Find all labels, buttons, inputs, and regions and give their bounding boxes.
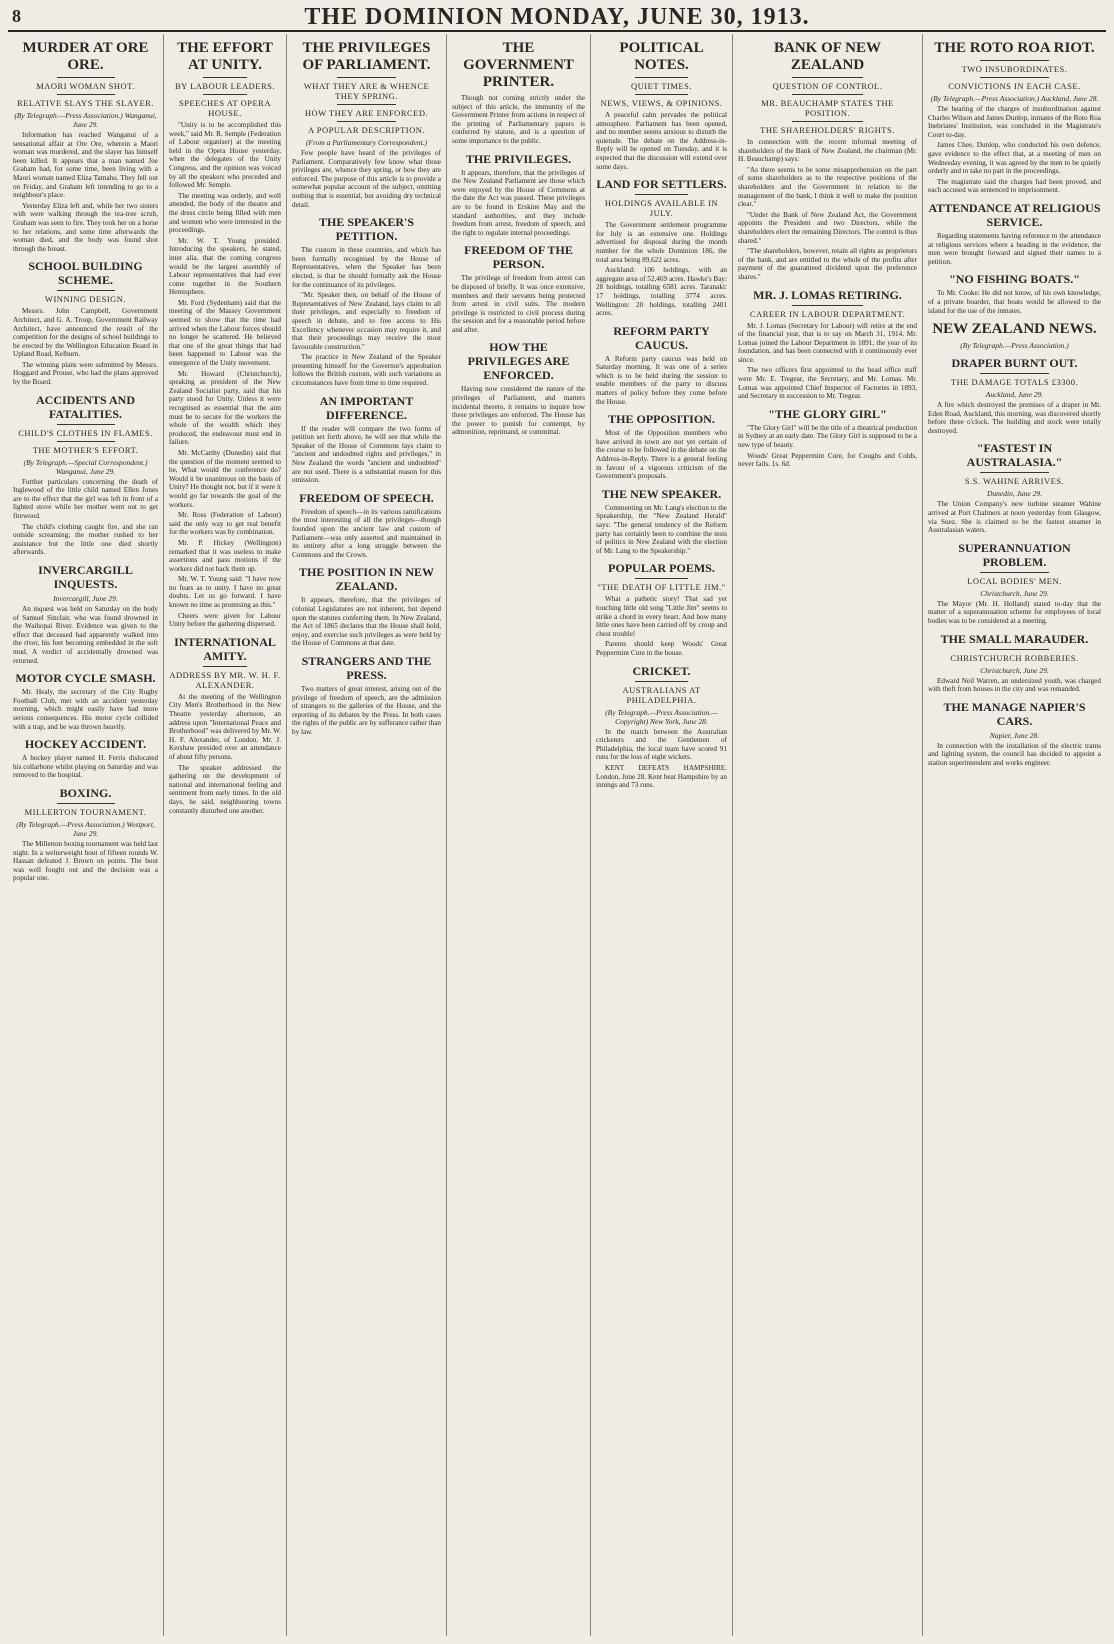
article-body (928, 500, 1101, 534)
article-headline: NEW ZEALAND NEWS. (932, 321, 1097, 338)
article (928, 201, 1101, 266)
article-paragraph: A fire which destroyed the premises of a draper in Mt. Eden Road, Auckland, this morning, was discovered shortly before three o'clock. The building and stock were totally destroyed. (928, 401, 1101, 435)
article-paragraph: The two officers first appointed to the head office staff were Mr. E. Tregear, the Secretary, and Mr. Lomas. Mr. Lomas was appointed Chief Inspector of Factories in 1893, and Secretary in succession to Mr. Tregear. (738, 366, 917, 401)
divider-rule (57, 290, 115, 291)
article-paragraph: Mr. W. T. Young said: "I have now no fears as to unity. I have no great doubts. Let us go forward. I have known no time as promising as this." (169, 575, 281, 610)
article-subhead: SPEECHES AT OPERA HOUSE. (179, 98, 271, 118)
article-body (13, 754, 158, 780)
divider-rule (57, 94, 115, 95)
article-dateline: (From a Parliamentary Correspondent.) (305, 138, 428, 147)
article (596, 664, 727, 790)
article-paragraph: Mr. McCarthy (Dunedin) said that the question of the moment seemed to be, What would the conference do? Would it be unanimous on the basis of Unity? He thought not, but if it were it would go far towards the goal of the workers. (169, 448, 281, 509)
article-paragraph: The Millerton boxing tournament was held last night. In a welterweight bout of fifteen rounds W. Hassan defeated J. Brown on points. The bout was well fought out and the decision was a popular one. (13, 839, 158, 883)
article-headline: THE ROTO ROA RIOT. (934, 40, 1095, 56)
article-body (738, 424, 917, 469)
article-paragraph: Mr. J. Lomas (Secretary for Labour) will retire at the end of the financial year, that is to say on March 31, 1914. Mr. Lomas joined the Labour Department in 1891, the year of its foundation, and has been connected with it continuously ever since. (738, 321, 917, 364)
article-headline: POLITICAL NOTES. (619, 40, 704, 73)
column-6 (733, 34, 923, 1636)
article-headline: "NO FISHING BOATS." (949, 272, 1080, 287)
article-body (596, 221, 727, 318)
article-body (169, 693, 281, 815)
article-body (596, 355, 727, 407)
article-paragraph: Cheers were given for Labour Unity before the gathering dispersed. (169, 611, 281, 629)
article-headline: HOW THE PRIVILEGES ARE ENFORCED. (467, 340, 570, 383)
divider-rule (980, 472, 1049, 473)
article-body (13, 605, 158, 665)
article (13, 259, 158, 386)
article-paragraph: Regarding statements having reference to the attendance at religious services where a heading in the evidence, the men were brought forward and signed their names to a petition. (928, 231, 1101, 266)
article-headline: BANK OF NEW ZEALAND (774, 40, 881, 73)
article-subhead: NEWS, VIEWS, & OPINIONS. (600, 98, 723, 108)
article-headline: THE SMALL MARAUDER. (940, 631, 1089, 646)
article (13, 393, 158, 557)
article (452, 152, 585, 238)
article-dateline: (By Telegraph.—Press Association.) Auckland, June 28. (930, 94, 1099, 103)
article-headline: CRICKET. (632, 663, 691, 678)
article-paragraph: Edward Neil Warren, an undersized youth, was charged with theft from houses in the city and was remanded. (928, 676, 1101, 694)
article (596, 324, 727, 407)
article-paragraph: Mr. Howard (Christchurch), speaking as president of the New Zealand Socialist party, said that his party stood for Unity. Unless it were recognised as essential that the aim must be to secure for the workers the whole of the wealth which they produced, the endeavour must end in failure. (169, 369, 281, 447)
article-dateline: (By Telegraph.—Special Correspondent.) Wanganui, June 29. (23, 457, 148, 476)
article-body (928, 289, 1101, 315)
article-body (292, 596, 441, 648)
article-paragraph: Further particulars concerning the death of Inglewood of the little child named Ellen Jones are to the effect that the girl was left in front of a lighted stove while her mother went out to get firewood. (13, 477, 158, 521)
article-dateline: Christchurch, June 29. (980, 588, 1049, 598)
article-headline: THE MANAGE NAPIER'S CARS. (943, 699, 1086, 728)
article (292, 565, 441, 648)
article-paragraph: The winning plans were submitted by Messrs. Hoggard and Prouse, who had the plans approved by the Board. (13, 360, 158, 387)
article-paragraph: Yesterday Eliza left and, while her two sisters with were walking through the tea-tree scrub, Graham was seen to fire. They took her on a horse to her relations, and some time afterwards the woman died, and the body was found shot through the breast. (13, 201, 158, 253)
article-subhead: CAREER IN LABOUR DEPARTMENT. (749, 308, 906, 319)
article-headline: ACCIDENTS AND FATALITIES. (35, 392, 136, 421)
divider-rule (980, 572, 1049, 573)
article-paragraph: "Under the Bank of New Zealand Act, the Government appoints the President and two Directors, while the shareholders elect the remaining Directors. The control is thus shared." (738, 210, 917, 245)
article-subhead: BY LABOUR LEADERS. (174, 81, 276, 91)
article (738, 288, 917, 401)
article-subhead: S.S. WAHINE ARRIVES. (964, 476, 1065, 487)
divider-rule (980, 60, 1049, 61)
article (452, 40, 585, 146)
article-body (596, 595, 727, 657)
article (928, 700, 1101, 768)
article (928, 541, 1101, 626)
article-subhead: QUESTION OF CONTROL. (772, 81, 883, 91)
article-body (13, 688, 158, 731)
article (292, 654, 441, 737)
article-headline: FREEDOM OF THE PERSON. (464, 243, 573, 272)
divider-rule (57, 803, 115, 804)
article-paragraph: Woods' Great Peppermint Cure, for Coughs and Colds, never fails. 1s. 6d. (738, 451, 917, 469)
divider-rule (57, 441, 115, 442)
article-paragraph: Having now considered the nature of the privileges of Parliament, and matters incidental thereto, it remains to inquire how these privileges are enforced. The House has the power to punish for contempt, by admonition, reprimand, or committal. (452, 385, 585, 437)
article-headline: AN IMPORTANT DIFFERENCE. (319, 393, 414, 422)
divider-rule (57, 77, 115, 78)
article-paragraph: Mr. P. Hickey (Wellington) remarked that it was useless to make assertions and pass motions if the workers did not back them up. (169, 538, 281, 573)
article-headline: LAND FOR SETTLERS. (596, 177, 727, 192)
article-subhead: HOW THEY ARE ENFORCED. (304, 108, 429, 118)
article-body (13, 840, 158, 883)
article (928, 272, 1101, 315)
divider-rule (635, 681, 687, 682)
article-headline: SCHOOL BUILDING SCHEME. (28, 259, 143, 288)
article-headline: ATTENDANCE AT RELIGIOUS SERVICE. (928, 200, 1101, 229)
page-number: 8 (12, 6, 21, 26)
article-paragraph: In the match between the Australian cricketers and the Gentlemen of Philadelphia, the local team have scored 91 runs for the loss of eight wickets. (596, 727, 727, 762)
article-body (169, 121, 281, 629)
article-headline: HOCKEY ACCIDENT. (24, 737, 147, 752)
article-subhead: RELATIVE SLAYS THE SLAYER. (17, 98, 154, 108)
article (596, 412, 727, 481)
article-paragraph: An inquest was held on Saturday on the body of Samuel Sinclair, who was found drowned in the Waihopai River. Evidence was given to the effect that deceased had apparently walked into the river, his feet becoming embedded in the soft mud. A verdict of accidentally drowned was returned. (13, 605, 158, 665)
article-paragraph: A peaceful calm pervades the political atmosphere. Parliament has been opened, and no member seems anxious to disturb the quietude. The debate on the Address-in-Reply will be opened on Tuesday, and it is expected that the discussion will extend over some days. (596, 111, 727, 171)
article-paragraph: The magistrate said the charges had been proved, and each accused was sentenced to imprisonment. (928, 177, 1101, 195)
article-body (452, 274, 585, 334)
divider-rule (792, 121, 864, 122)
divider-rule (337, 121, 397, 122)
article-dateline: Invercargill, June 29. (53, 594, 118, 603)
divider-rule (635, 77, 687, 78)
article-body (928, 105, 1101, 195)
article-subhead: A POPULAR DESCRIPTION. (307, 125, 426, 135)
article-paragraph: Mr. Healy, the secretary of the City Rugby Football Club, met with an accident yesterday morning, which might easily have had more serious consequences. His motor cycle collided with a trap, and he was thrown heavily. (13, 688, 158, 731)
column-1 (8, 34, 164, 1636)
article-body (292, 425, 441, 485)
column-4 (447, 34, 591, 1636)
article (596, 177, 727, 318)
article (169, 40, 281, 629)
article-paragraph: "Mr. Speaker then, on behalf of the House of Representatives of New Zealand, lays claim to all their privileges, and especially to freedom of speech in debate, and to free access to His Excellency whenever occasion may require it, and that their proceedings may receive the most favourable construction." (292, 291, 441, 351)
article-paragraph: Mr. Ross (Federation of Labour) said the only way to get real benefit for the workers was by combination. (169, 511, 281, 537)
article-paragraph: It appears, therefore, that the privileges of the New Zealand Parliament are those which were enjoyed by the House of Commons at the date the Act was passed. These privileges are to be found in Erskine May and the standard authorities, and they include freedom from arrest, freedom of speech, and the right to regulate internal proceedings. (452, 168, 585, 237)
article-paragraph: Information has reached Wanganui of a sensational affair at Ore Ore, wherein a Maori woman was murdered, and the slayer has himself been killed. It appears that a man named Joe Graham had, for some time, been living with a Maori woman named Eliza Tamahu. They fell out on Friday, and Graham left intending to go to a neighbour's place. (13, 131, 158, 200)
article-headline: DRAPER BURNT OUT. (951, 356, 1078, 371)
article (928, 356, 1101, 435)
article-paragraph: A hockey player named H. Ferris dislocated his collarbone whilst playing on Saturday and was removed to the hospital. (13, 754, 158, 780)
article-body (292, 685, 441, 737)
article-headline: MOTOR CYCLE SMASH. (15, 671, 156, 686)
divider-rule (203, 77, 248, 78)
article-paragraph: Few people have heard of the privileges of Parliament. Comparatively few know what those privileges are, whence they spring, or how they are enforced. The purpose of this article is to provide a somewhat popular account of the subject, omitting nothing that is essential, but avoiding dry technical detail. (292, 149, 441, 209)
article-body (13, 131, 158, 253)
article-headline: THE OPPOSITION. (608, 412, 715, 427)
divider-rule (57, 424, 115, 425)
divider-rule (635, 94, 687, 95)
article (596, 487, 727, 556)
article-paragraph: Though not coming strictly under the subject of this article, the immunity of the Government Printer from actions in respect of the printing of Parliamentary papers is conferred by statute, and is a question of some importance to the public. (452, 94, 585, 145)
article-paragraph: The hearing of the charges of insubordination against Charles Wilson and James Dunlop, inmates of the Roto Roa Inebriates' Institution, was concluded in the Magistrate's Court to-day. (928, 105, 1101, 139)
article-headline: SUPERANNUATION PROBLEM. (958, 540, 1071, 569)
article-paragraph: The child's clothing caught fire, and she ran outside screaming; the mother rushed to her assistance but the little one died shortly afterwards. (13, 522, 158, 557)
article-body (596, 728, 727, 790)
article-headline: BOXING. (59, 785, 112, 800)
article (928, 441, 1101, 534)
article-dateline: (By Telegraph.—Press Association.—Copyright) New York, June 28. (605, 707, 718, 726)
article-headline: THE PRIVILEGES OF PARLIAMENT. (302, 40, 431, 73)
article (738, 407, 917, 469)
article-paragraph: The Mayor (Mr. H. Holland) stated to-day that the matter of a superannuation scheme for employees of local bodies was to be considered at a meeting. (928, 599, 1101, 626)
article-paragraph: "The shareholders, however, retain all rights as proprietors of the bank, and are entitled to the whole of the profits after payment of the guaranteed dividend upon the preference shares." (738, 247, 917, 281)
article-paragraph: Mr. Ford (Sydenham) said that the meeting of the Massey Government seemed to show that the time had arrived when the Labour forces should no longer be scattered. He believed that one of the great things that had been happened to Labour was the emergence of the Unity movement. (169, 298, 281, 368)
divider-rule (203, 94, 248, 95)
column-3 (287, 34, 447, 1636)
divider-rule (980, 649, 1049, 650)
article-subhead: CHILD'S CLOTHES IN FLAMES. (18, 427, 153, 438)
article-dateline: Napier, June 28. (989, 730, 1040, 740)
article-headline: FREEDOM OF SPEECH. (299, 490, 434, 505)
article-body (928, 677, 1101, 694)
article-dateline: (By Telegraph.—Press Association.) Wanganui, June 29. (14, 111, 157, 129)
article-subhead: ADDRESS BY MR. W. H. F. ALEXANDER. (169, 669, 281, 690)
article-headline: MR. J. LOMAS RETIRING. (753, 287, 902, 302)
article (596, 561, 727, 657)
article-body (452, 169, 585, 238)
divider-rule (792, 305, 864, 306)
article (928, 40, 1101, 195)
article-paragraph: The practice in New Zealand of the Speaker presenting himself for the Governor's approbation follows the British custom, with such variations as circumstances have from time to time required. (292, 353, 441, 388)
article (292, 215, 441, 388)
article (292, 394, 441, 485)
article-subhead: THE DAMAGE TOTALS £3300. (950, 377, 1079, 388)
column-2 (164, 34, 287, 1636)
newspaper-page (8, 4, 1106, 1636)
article-subhead: TWO INSUBORDINATES. (961, 64, 1068, 74)
column-5 (591, 34, 733, 1636)
article-body (13, 478, 158, 557)
article (13, 563, 158, 665)
article (738, 40, 917, 282)
article-paragraph: The meeting was orderly, and well attended, the body of the theatre and the dress circle being filled with men and women who were interested in the proceedings. (169, 191, 281, 235)
article-body (13, 307, 158, 386)
article-paragraph: In connection with the installation of the electric trams and lighting system, the council has decided to appoint a station superintendent and works engineer. (928, 741, 1101, 767)
divider-rule (980, 77, 1049, 78)
article-paragraph: The Government settlement programme for July is an extensive one. Holdings advertised for disposal during the month number for the whole Dominion 186, the total area being 89,622 acres. (596, 221, 727, 264)
article-subhead: CONVICTIONS IN EACH CASE. (948, 81, 1081, 91)
masthead (8, 4, 1106, 32)
article-dateline: Auckland, June 29. (985, 390, 1044, 400)
article (596, 40, 727, 171)
article-paragraph: Commenting on Mr. Lang's election to the Speakership, the "New Zealand Herald" says: "The general tendency of the Reform party has certainly been to combine the tests of politics in New Zealand with the election of Mr. Lang to the Speakership." (596, 503, 727, 555)
article-subhead: THE MOTHER'S EFFORT. (32, 444, 139, 455)
article-paragraph: Two matters of great interest, arising out of the privilege of freedom of speech, are the admission of strangers to the galleries of the House, and the reporting of its debates by the Press. In both cases the rights of the public are by sufferance rather than by law. (292, 684, 441, 736)
article-paragraph: To Mr. Cooke: He did not know, of his own knowledge, of a private boarder, that boats would be allowed to the island for the use of the inmates. (928, 289, 1101, 315)
article-body (596, 504, 727, 556)
article-paragraph: James Chee, Dunlop, who conducted his own defence, gave evidence to the effect that, at a meeting of men on Wednesday evening, it was agreed by the men to be quietly orderly and to take no part in the proceedings. (928, 141, 1101, 176)
article-subhead: "THE DEATH OF LITTLE JIM." (597, 582, 726, 593)
masthead-title: THE DOMINION MONDAY, JUNE 30, 1913. (304, 4, 810, 30)
article (928, 321, 1101, 350)
article-headline: THE EFFORT AT UNITY. (177, 40, 273, 73)
article-headline: THE PRIVILEGES. (465, 151, 572, 166)
article-paragraph: "As there seems to be some misapprehension on the part of some shareholders as to the respective positions of the shareholders and the Government in relation to the management of the bank, I think it well to make the position clear." (738, 165, 917, 209)
article-paragraph: "The Glory Girl" will be the title of a theatrical production in Sydney at an early date. The Glory Girl is supposed to be a new type of beauty. (738, 423, 917, 450)
article (13, 671, 158, 731)
article-dateline: (By Telegraph.—Press Association.) Westport, June 29. (16, 819, 155, 838)
article-body (596, 429, 727, 481)
article-paragraph: The speaker addressed the gathering on the development of national and international feeling and sentiment from early times. In the old days, he said, neighbouring towns constantly disturbed one another. (169, 763, 281, 815)
article-subhead: AUSTRALIANS AT PHILADELPHIA. (622, 684, 701, 705)
article-dateline: (By Telegraph.—Press Association.) (960, 341, 1069, 351)
article-body (928, 742, 1101, 768)
article-body (292, 246, 441, 388)
divider-rule (792, 77, 864, 78)
article (13, 737, 158, 780)
article-body (452, 94, 585, 146)
article-subhead: MR. BEAUCHAMP STATES THE POSITION. (761, 98, 894, 118)
article-subhead: MAORI WOMAN SHOT. (36, 81, 135, 91)
divider-rule (337, 77, 397, 78)
divider-rule (792, 94, 864, 95)
article-subhead: CHRISTCHURCH ROBBERIES. (950, 652, 1079, 663)
article-paragraph: Messrs. John Campbell, Government Architect, and G. A. Troup, Government Railway Architect, have announced the result of the competition for the designs of school buildings to be erected by the Wellington Education Board in Upland Road, Kelburn. (13, 307, 158, 359)
article-subhead: QUIET TIMES. (631, 81, 692, 91)
article-paragraph: The privilege of freedom from arrest can be disposed of briefly. It was once extensive, members and their servants being protected from arrest in civil suits. The modern privilege is restricted to civil process during the session and for a reasonable period before and after. (452, 274, 585, 334)
article-body (738, 322, 917, 401)
article-body (928, 401, 1101, 435)
article-paragraph: At the meeting of the Wellington City Men's Brotherhood in the New Theatre yesterday afternoon, an address upon "International Peace and Brotherhood" was delivered by Mr. W. H. F. Alexander, of London. Mr. J. Kershaw presided over an attendance of about fifty persons. (169, 692, 281, 761)
article-headline: INVERCARGILL INQUESTS. (38, 563, 133, 591)
article-paragraph: The Union Company's new turbine steamer Wahine arrived at Port Chalmers at noon yesterday from Glasgow, via Suez. She is claimed to be the fastest steamer in Australasian waters. (928, 500, 1101, 535)
article-headline: INTERNATIONAL AMITY. (174, 634, 276, 663)
article-body (596, 111, 727, 171)
divider-rule (980, 373, 1049, 374)
article-paragraph: Mr. W. T. Young presided. Introducing the speakers, he stated, inter alia, that the coming congress would be the largest assembly of Labour representatives that had ever come together in the Southern Hemisphere. (169, 236, 281, 297)
divider-rule (635, 194, 687, 195)
article-paragraph: Auckland: 106 holdings, with an aggregate area of 52,469 acres. Hawke's Bay: 28 holdings, totalling 6581 acres. Taranaki: 17 holdings, totalling 3774 acres. Wellington: 20 holdings, totalling 2401 acres. (596, 266, 728, 318)
article (13, 786, 158, 883)
article-headline: "FASTEST IN AUSTRALASIA." (966, 441, 1063, 470)
article-dateline: Christchurch, June 29. (980, 665, 1049, 675)
article-paragraph: Most of the Opposition members who have arrived in town are not yet certain of the course to be followed in the debate on the Address-in-Reply. There is a general feeling in favour of a vigorous criticism of the Government's proposals. (596, 429, 727, 481)
article-paragraph: The custom in these countries, and which has been formally recognised by the House of Representatives, when the Speaker has been elected, is that he should formally ask the House for the continuance of its privileges. (292, 246, 441, 289)
divider-rule (203, 666, 248, 667)
article-subhead: THE SHAREHOLDERS' RIGHTS. (760, 125, 895, 135)
article-headline: "THE GLORY GIRL" (768, 406, 887, 421)
article-paragraph: If the reader will compare the two forms of petition set forth above, he will see that while the Speaker of the House of Commons lays claim to "ancient and undoubted rights and privileges," in New Zealand the words "ancient and undoubted" are not used. There is a substantial reason for this omission. (292, 424, 441, 485)
article (13, 40, 158, 253)
article-headline: THE POSITION IN NEW ZEALAND. (298, 565, 435, 594)
article-paragraph: A Reform party caucus was held on Saturday morning. It was one of a series which is to be held during the session to enable members of the party to discuss matters of policy before they come before the House. (596, 354, 727, 406)
article-headline: POPULAR POEMS. (608, 561, 715, 576)
divider-rule (337, 104, 397, 105)
article-paragraph: KENT DEFEATS HAMPSHIRE. London, June 28. Kent beat Hampshire by an innings and 73 runs. (596, 763, 727, 790)
article (452, 340, 585, 437)
column-7 (923, 34, 1106, 1636)
divider-rule (635, 578, 687, 579)
article-body (738, 138, 917, 282)
article (292, 40, 441, 209)
article (292, 491, 441, 560)
article-headline: REFORM PARTY CAUCUS. (613, 323, 710, 352)
article-headline: THE GOVERNMENT PRINTER. (463, 40, 574, 90)
article-paragraph: In connection with the recent informal meeting of shareholders of the Bank of New Zealand, the chairman (Mr. H. Beauchamp) says: (738, 138, 917, 164)
article-subhead: HOLDINGS AVAILABLE IN JULY. (604, 198, 719, 219)
article-paragraph: Freedom of speech—in its various ramifications the most interesting of all the privileges—though founded upon the ancient law and custom of Parliament—was only asserted and maintained in its entirety after a long struggle between the Commons and the Crown. (292, 507, 441, 559)
article (928, 632, 1101, 694)
article-headline: THE SPEAKER'S PETITION. (318, 215, 415, 244)
article-body (292, 149, 441, 209)
article (169, 635, 281, 815)
article-paragraph: It appears, therefore, that the privileges of colonial Legislatures are not inherent, but depend upon the statutes conferring them. In New Zealand, the Act of 1865 declares that the House shall hold, enjoy, and exercise such privileges as were held by the House of Commons at that date. (292, 596, 441, 648)
article-paragraph: Parents should keep Woods' Great Peppermint Cure in the house. (596, 640, 727, 657)
article-paragraph: What a pathetic story! That sad yet touching little old song "Little Jim" seems to strike a chord in every heart. And how many little ones have been carried off by croup and chest trouble! (596, 595, 727, 638)
article-body (928, 600, 1101, 626)
article-subhead: WINNING DESIGN. (44, 294, 127, 305)
article-dateline: Dunedin, June 29. (987, 489, 1042, 499)
article-subhead: MILLERTON TOURNAMENT. (24, 806, 147, 817)
article-body (928, 232, 1101, 266)
article-headline: THE NEW SPEAKER. (601, 486, 722, 501)
article-subhead: LOCAL BODIES' MEN. (967, 575, 1062, 586)
article-subhead: WHAT THEY ARE & WHENCE THEY SPRING. (303, 81, 430, 101)
article-body (292, 508, 441, 560)
article (452, 243, 585, 334)
columns-container (8, 34, 1106, 1636)
article-headline: MURDER AT ORE ORE. (22, 40, 149, 73)
article-paragraph: "Unity is to be accomplished this week," said Mr. R. Semple (Federation of Labour organiser) at the meeting held in the Opera House yesterday, when the delegates of the Unity Congress, and the opinion was voiced by all the speakers who preceded and followed Mr. Semple. (169, 121, 281, 190)
article-headline: STRANGERS AND THE PRESS. (301, 653, 432, 682)
article-body (452, 385, 585, 437)
